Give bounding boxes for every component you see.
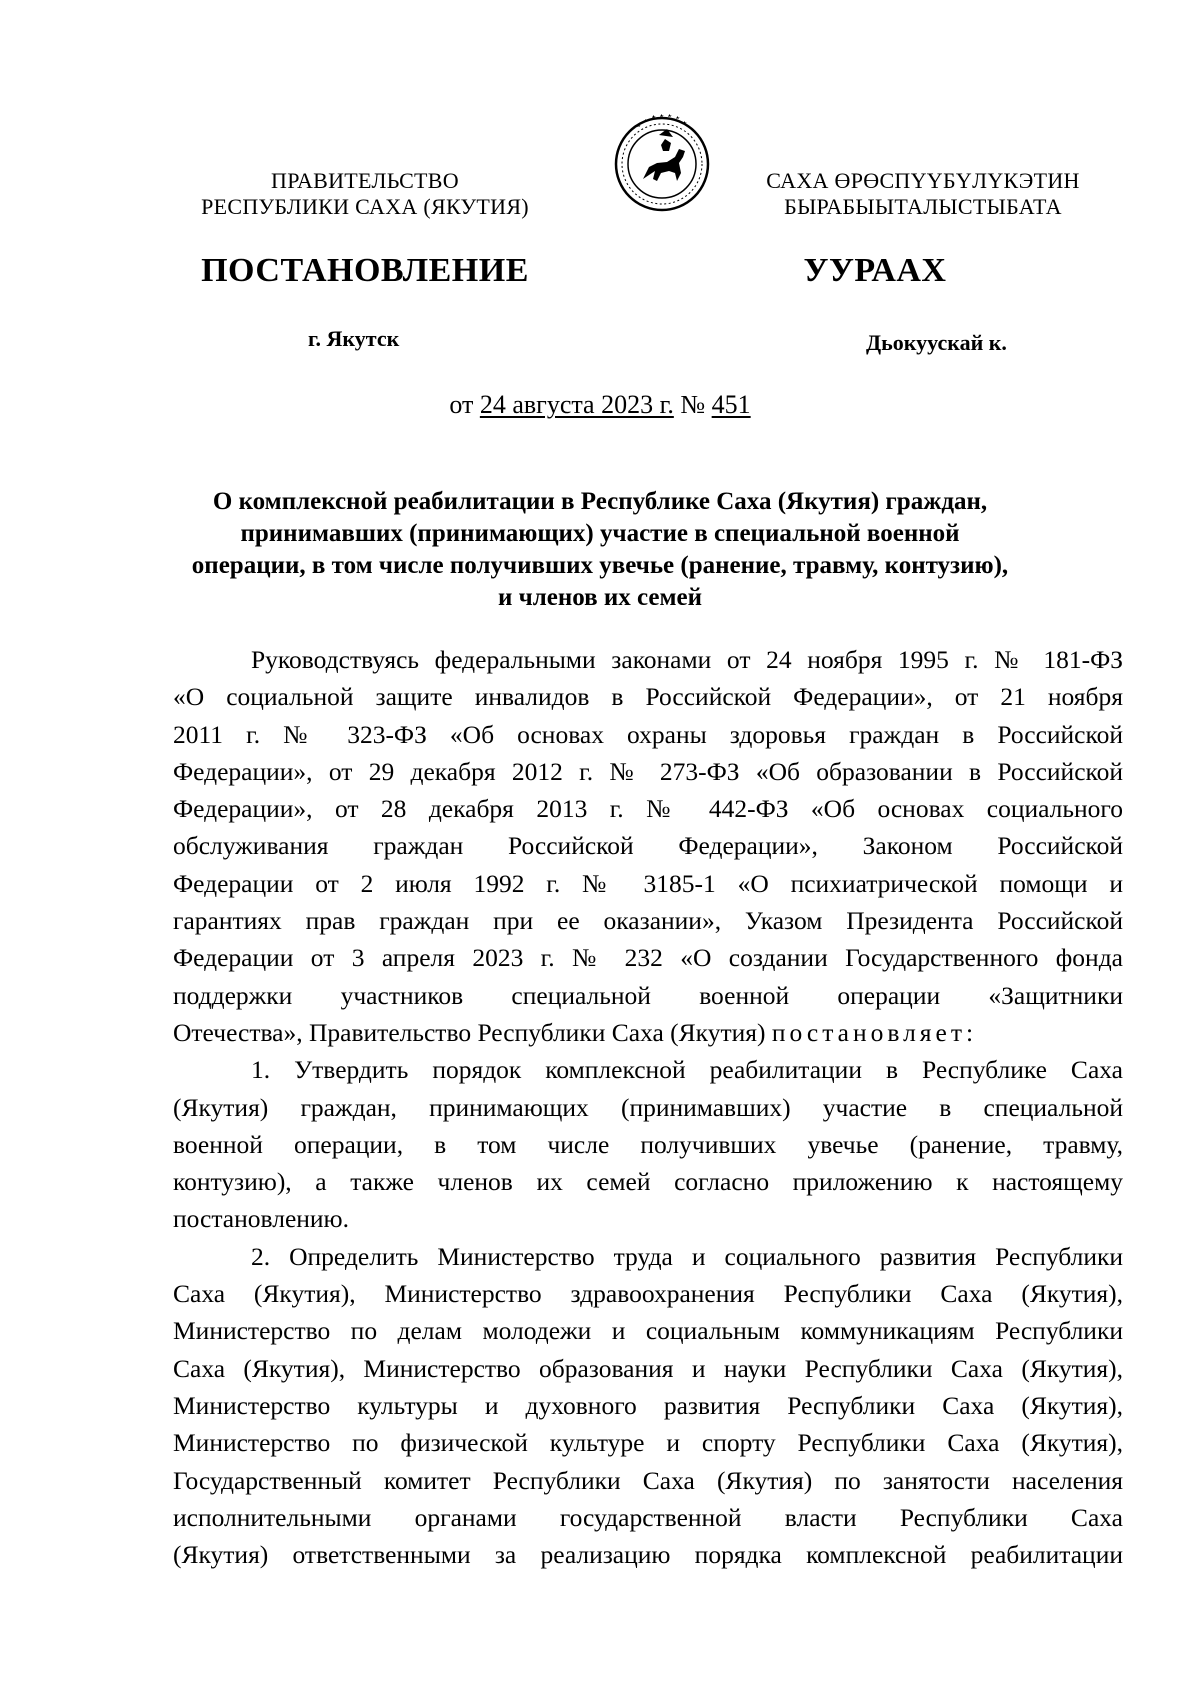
org-name-line-2: РЕСПУБЛИКИ САХА (ЯКУТИЯ) [201,194,529,219]
body-line: Государственный комитет Республики Саха (Якутия) по занятости населения [173,1465,1123,1495]
number-prefix: № [673,390,712,419]
body-line-text: Отечества», Правительство Республики Саха (Якутия) [173,1017,772,1047]
body-line: Федерации от 3 апреля 2023 г. № 232 «О создании Государственного фонда [173,943,1123,973]
org-name-russian [160,168,570,220]
document-type-russian: ПОСТАНОВЛЕНИЕ [201,252,529,289]
body-line: контузию), а также членов их семей согласно приложению к настоящему [173,1167,1123,1197]
org-name-line-1: ПРАВИТЕЛЬСТВО [271,168,459,193]
body-line: «О социальной защите инвалидов в Российской Федерации», от 21 ноября [173,682,1123,712]
body-line: 2011 г. № 323-ФЗ «Об основах охраны здоровья граждан в Российской [173,719,1123,749]
body-line: Саха (Якутия), Министерство здравоохранения Республики Саха (Якутия), [173,1279,1123,1309]
body-line: 1. Утвердить порядок комплексной реабилитации в Республике Саха [251,1055,1123,1085]
body-line: Федерации», от 29 декабря 2012 г. № 273-ФЗ «Об образовании в Российской [173,756,1123,786]
body-line: Руководствуясь федеральными законами от 24 ноября 1995 г. № 181-ФЗ [251,645,1123,674]
resolves-word: постановляет: [771,1017,978,1047]
body-line: военной операции, в том числе получивших увечье (ранение, травму, [173,1129,1123,1159]
document-body [173,641,1123,1573]
document-date: 24 августа 2023 г. [479,390,674,419]
date-prefix: от [449,390,480,419]
body-line: Саха (Якутия), Министерство образования и науки Республики Саха (Якутия), [173,1353,1123,1383]
document-number: 451 [711,390,751,419]
body-line: обслуживания граждан Российской Федерации», Законом Российской [173,831,1123,861]
body-line-resolution [173,1014,1123,1051]
date-number-line [0,390,1200,420]
city-russian: г. Якутск [308,326,400,351]
body-line: Федерации от 2 июля 1992 г. № 3185-1 «О психиатрической помощи и [173,868,1123,898]
body-line: Министерство по физической культуре и спорту Республики Саха (Якутия), [173,1428,1123,1458]
title-line: принимавших (принимающих) участие в специальной военной [240,520,960,547]
city-sakha: Дьокуускай к. [866,330,1007,355]
document-title [160,486,1040,614]
title-line: операции, в том числе получивших увечье (ранение, травму, контузию), [191,552,1009,579]
body-line: постановлению. [173,1204,349,1234]
body-line: исполнительными органами государственной власти Республики Саха [173,1502,1123,1532]
coat-of-arms-icon [607,107,717,217]
body-line: 2. Определить Министерство труда и социального развития Республики [251,1241,1123,1271]
body-line: (Якутия) ответственными за реализацию порядка комплексной реабилитации [173,1540,1123,1570]
body-line: (Якутия) граждан, принимающих (принимавших) участие в специальной [173,1092,1123,1122]
body-line: Министерство по делам молодежи и социальным коммуникациям Республики [173,1316,1123,1346]
body-line: Федерации», от 28 декабря 2013 г. № 442-ФЗ «Об основах социального [173,794,1123,824]
body-line: гарантиях прав граждан при ее оказании», Указом Президента Российской [173,906,1123,936]
org-name-line-1: САХА ӨРӨСПҮҮБҮЛҮКЭТИН [766,168,1080,193]
org-name-sakha [738,168,1108,220]
document-type-sakha: УУРААХ [803,252,947,289]
org-name-line-2: БЫРАБЫЫТАЛЫСТЫБАТА [784,194,1062,219]
title-line: и членов их семей [497,584,703,611]
title-line: О комплексной реабилитации в Республике Саха (Якутия) граждан, [212,488,988,515]
body-line: поддержки участников специальной военной операции «Защитники [173,980,1123,1010]
body-line: Министерство культуры и духовного развития Республики Саха (Якутия), [173,1390,1123,1420]
